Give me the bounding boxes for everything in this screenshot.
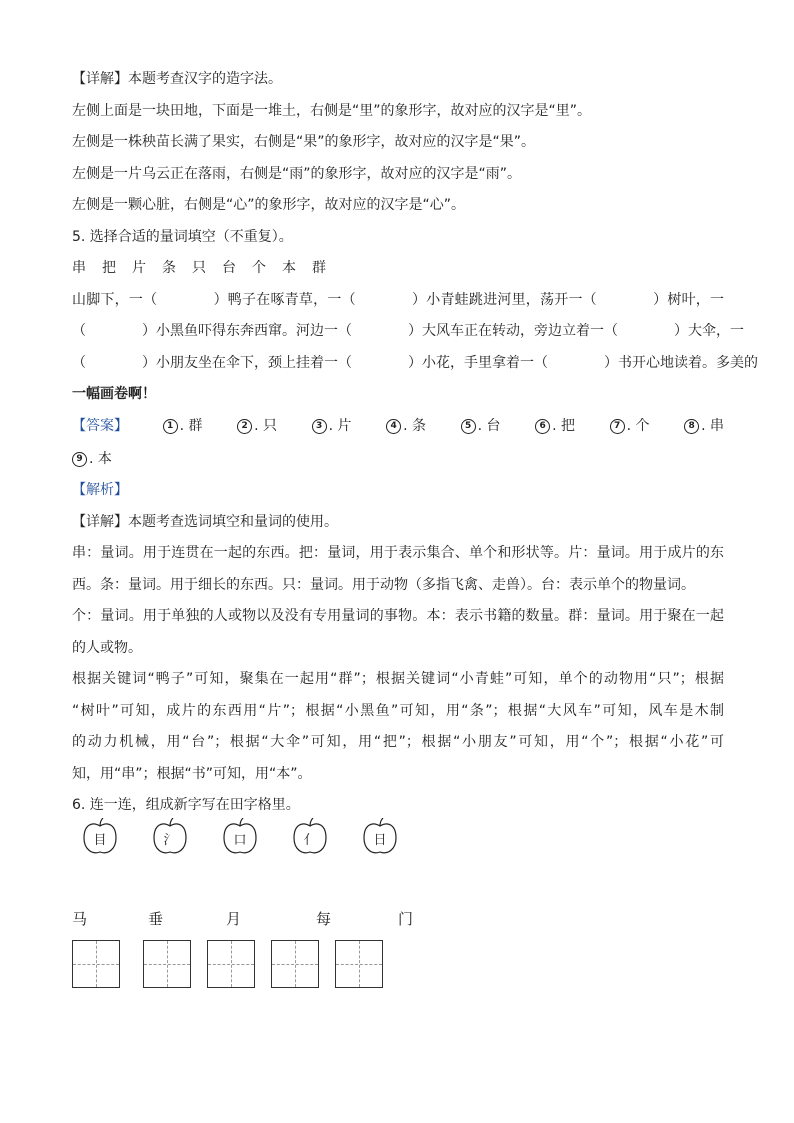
detail2-line: 根据关键词“鸭子”可知，聚集在一起用“群”；根据关键词“小青蛙”可知，单个的动物用“只”；根据 [72,671,724,688]
answer-item: 2 . 只 [237,411,277,443]
word-item: 本 [282,260,296,276]
tian-grid-box[interactable] [143,940,191,988]
detail2-line: 串：量词。用于连贯在一起的东西。把：量词，用于表示集合、单个和形状等。片：量词。用于成片的东 [72,545,724,562]
apple-radical: 日 [362,818,398,858]
answer-label: 【答案】 [72,417,128,434]
word-item: 把 [102,260,116,276]
question-6-title: 6. 连一连，组成新字写在田字格里。 [72,797,300,814]
question-5-paragraph: （ ）小黑鱼吓得东奔西窜。河边一（ ）大风车正在转动，旁边立着一（ ）大伞，一 [72,323,744,339]
word-item: 个 [252,260,266,276]
analysis-label: 【解析】 [72,482,128,499]
answer-item: 3 . 片 [312,411,352,443]
detail2-line: 的动力机械，用“台”；根据“大伞”可知，用“把”；根据“小朋友”可知，用“个”；根据“小花”可 [72,734,724,751]
component-char: 马 [72,910,88,928]
answer-item: 8 . 串 [684,411,724,443]
answer-item: 7 . 个 [610,411,650,443]
apple-radical: 口 [222,818,258,858]
detail1-line: 左侧是一株秧苗长满了果实，右侧是“果”的象形字，故对应的汉字是“果”。 [72,134,536,150]
word-item: 台 [222,260,236,276]
detail1-intro: 【详解】本题考查汉字的造字法。 [72,71,282,87]
component-char: 垂 [148,910,164,928]
answer-item: 5 . 台 [461,411,501,443]
detail2-line: 的人或物。 [72,639,142,656]
word-item: 群 [312,260,326,276]
word-item: 串 [72,260,86,276]
tian-grid-box[interactable] [207,940,255,988]
detail2-line: 知，用“串”；根据“书”可知，用“本”。 [72,765,312,782]
detail1-line: 左侧是一片乌云正在落雨，右侧是“雨”的象形字，故对应的汉字是“雨”。 [72,165,522,182]
detail2-intro: 【详解】本题考查选词填空和量词的使用。 [72,513,338,530]
tian-grid-box[interactable] [271,940,319,988]
apple-radical: 亻 [292,818,328,858]
detail2-line: 西。条：量词。用于细长的东西。只：量词。用于动物（多指飞禽、走兽）。台：表示单个的物量词。 [72,576,695,593]
word-item: 片 [132,260,146,276]
question-5-paragraph: （ ）小朋友坐在伞下，颈上挂着一（ ）小花，手里拿着一（ ）书开心地读着。多美的 [72,354,758,371]
detail1-line: 左侧上面是一块田地，下面是一堆土，右侧是“里”的象形字，故对应的汉字是“里”。 [72,102,592,119]
apple-radical: 目 [82,818,118,858]
component-char: 每 [316,910,332,928]
tian-grid-box[interactable] [335,940,383,988]
answer-item: 1 . 群 [163,411,203,443]
detail2-line: “树叶”可知，成片的东西用“片”；根据“小黑鱼”可知，用“条”；根据“大风车”可知，风车是木制 [72,702,724,719]
word-item: 条 [162,260,176,276]
word-bank [72,253,724,285]
word-item: 只 [192,260,206,276]
tian-grid-box[interactable] [72,940,120,988]
question-5-paragraph: 山脚下，一（ ）鸭子在啄青草，一（ ）小青蛙跳进河里，荡开一（ ）树叶，一 [72,291,725,308]
apple-radical: 氵 [152,818,188,858]
question-5-title: 5. 选择合适的量词填空（不重复）。 [72,228,293,245]
answer-item: 4 . 条 [386,411,426,443]
detail1-line: 左侧是一颗心脏，右侧是“心”的象形字，故对应的汉字是“心”。 [72,197,466,213]
detail2-line: 个：量词。用于单独的人或物以及没有专用量词的事物。本：表示书籍的数量。群：量词。用于聚在一起 [72,608,724,625]
answer-item: 6 . 把 [535,411,575,443]
answer-item-last: 9 . 本 [72,442,724,475]
question-5-paragraph-end: 一幅画卷啊！ [72,386,156,402]
answer-row [72,411,724,443]
document-page [72,64,758,822]
component-char: 月 [226,910,242,928]
component-char: 门 [398,910,414,928]
